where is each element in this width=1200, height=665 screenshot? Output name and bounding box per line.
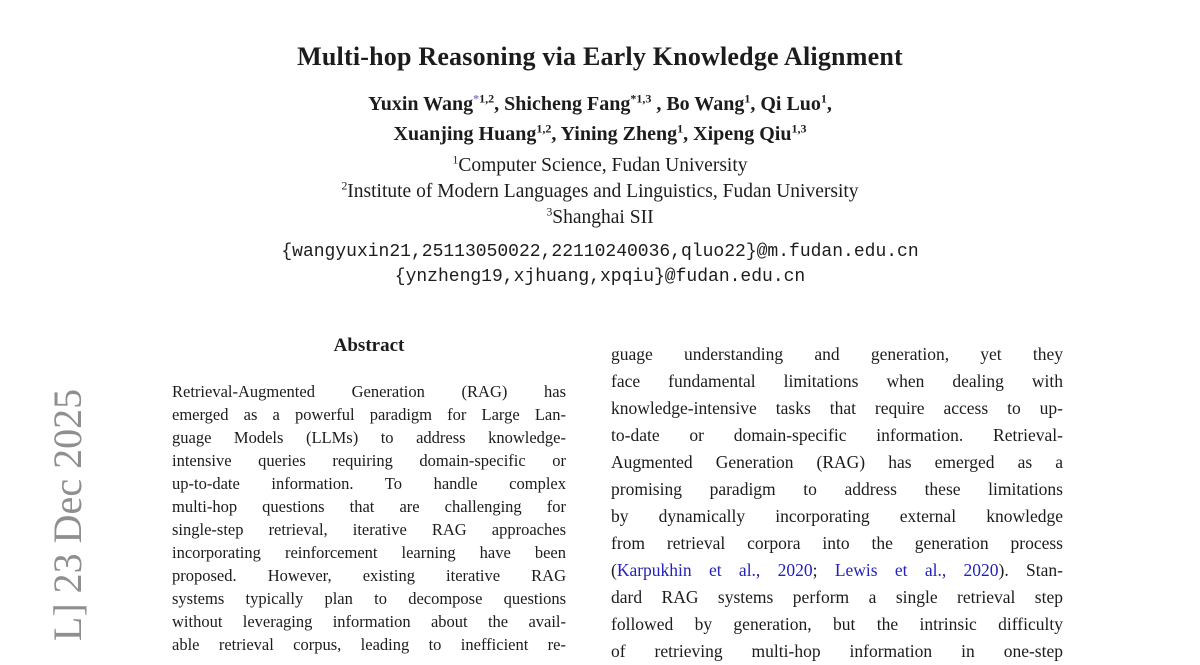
text-segment: 1,2 — [536, 121, 552, 136]
text-segment: ). Stan- — [998, 560, 1063, 580]
abstract-column — [172, 333, 566, 656]
abstract-body — [172, 380, 566, 656]
text-segment: , Xipeng Qiu — [683, 123, 792, 145]
paper-title: Multi-hop Reasoning via Early Knowledge Alignment — [297, 42, 903, 71]
email-line-1: {wangyuxin21,25113050022,22110240036,qluo22}@m.fudan.edu.cn — [281, 242, 919, 262]
text-line: systems typically plan to decompose questions — [172, 589, 566, 608]
text-line: of retrieving multi-hop information in one-step — [611, 641, 1063, 661]
text-segment: Yuxin Wang — [368, 93, 474, 115]
paper-header — [0, 0, 1200, 290]
affiliation-3 — [0, 205, 1200, 231]
text-segment: * — [630, 91, 637, 106]
text-line: guage understanding and generation, yet they — [611, 344, 1063, 364]
citation-link[interactable]: Lewis et al., 2020 — [834, 560, 999, 580]
text-segment: , — [826, 93, 832, 115]
text-segment: 1,3 — [636, 91, 652, 106]
text-segment: , Yining Zheng — [551, 123, 678, 145]
text-line: Retrieval-Augmented Generation (RAG) has — [172, 382, 566, 401]
text-line: dard RAG systems perform a single retrieval step — [611, 587, 1063, 607]
affiliation-2 — [0, 179, 1200, 205]
text-segment: 1 — [820, 91, 827, 106]
email-line-2: {ynzheng19,xjhuang,xpqiu}@fudan.edu.cn — [394, 267, 806, 287]
text-line: incorporating reinforcement learning have been — [172, 543, 566, 562]
text-segment: 2 — [341, 179, 348, 193]
author-line-1 — [0, 89, 1200, 119]
text-segment: Xuanjing Huang — [393, 123, 537, 145]
text-segment: , Shicheng Fang — [494, 93, 631, 115]
author-block — [0, 89, 1200, 149]
intro-text-before-citation — [611, 341, 1063, 557]
text-segment: 1 — [452, 153, 459, 167]
text-segment: , Bo Wang — [651, 93, 745, 115]
text-segment: 1,3 — [791, 121, 807, 136]
text-segment: Computer Science, Fudan University — [458, 155, 748, 176]
text-segment: 1 — [744, 91, 751, 106]
affiliation-block — [0, 153, 1200, 231]
text-segment: 3 — [546, 205, 553, 219]
text-segment: , Qi Luo — [750, 93, 821, 115]
text-line: single-step retrieval, iterative RAG approaches — [172, 520, 566, 539]
intro-text-after-citation — [611, 584, 1063, 665]
citation-line — [611, 557, 1063, 584]
text-segment: ( — [611, 560, 617, 580]
text-line: emerged as a powerful paradigm for Large Lan- — [172, 405, 566, 424]
text-line: able retrieval corpus, leading to inefficient re- — [172, 635, 566, 654]
arxiv-watermark: L] 23 Dec 2025 — [45, 388, 90, 642]
text-segment: Shanghai SII — [552, 207, 654, 228]
text-line: followed by generation, but the intrinsic difficulty — [611, 614, 1063, 634]
author-line-2 — [0, 119, 1200, 149]
text-line: promising paradigm to address these limitations — [611, 479, 1063, 499]
text-line: without leveraging information about the avail- — [172, 612, 566, 631]
text-segment: 1,2 — [479, 91, 495, 106]
text-segment: 1 — [677, 121, 684, 136]
text-line: from retrieval corpora into the generation process — [611, 533, 1063, 553]
citation-link[interactable]: Karpukhin et al., 2020 — [616, 560, 813, 580]
text-line: Augmented Generation (RAG) has emerged as a — [611, 452, 1063, 472]
text-line: proposed. However, existing iterative RAG — [172, 566, 566, 585]
text-line: guage Models (LLMs) to address knowledge- — [172, 428, 566, 447]
affiliation-1 — [0, 153, 1200, 179]
text-line: by dynamically incorporating external knowledge — [611, 506, 1063, 526]
text-line: to-date or domain-specific information. Retrieval- — [611, 425, 1063, 445]
text-line: intensive queries requiring domain-specific or — [172, 451, 566, 470]
email-block — [0, 240, 1200, 290]
text-segment: Institute of Modern Languages and Linguistics, Fudan University — [347, 181, 859, 202]
abstract-heading: Abstract — [333, 335, 405, 356]
introduction-column — [611, 341, 1063, 665]
text-segment: * — [473, 91, 480, 106]
text-line: face fundamental limitations when dealing with — [611, 371, 1063, 391]
text-line: up-to-date information. To handle complex — [172, 474, 566, 493]
text-line: knowledge-intensive tasks that require access to up- — [611, 398, 1063, 418]
text-line: multi-hop questions that are challenging for — [172, 497, 566, 516]
text-segment: ; — [812, 560, 835, 580]
